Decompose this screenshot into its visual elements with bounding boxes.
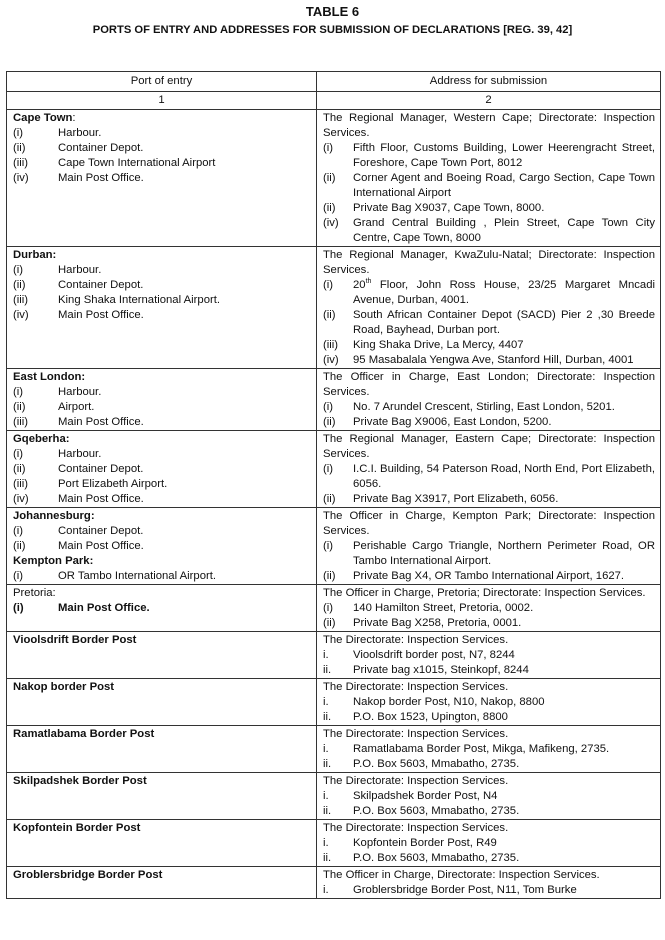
port-name: Pretoria: (13, 587, 56, 599)
port-name: Cape Town (13, 112, 73, 124)
address-item: ii. Private bag x1015, Steinkopf, 8244 (323, 664, 529, 676)
table-row (7, 773, 661, 820)
address-item: ii. P.O. Box 1523, Upington, 8800 (323, 711, 508, 723)
address-item: i. Vioolsdrift border post, N7, 8244 (323, 649, 515, 661)
address-intro: The Officer in Charge, Directorate: Inspection Services. (323, 869, 600, 881)
address-cell (317, 585, 661, 632)
address-item: (ii) Corner Agent and Boeing Road, Cargo Section, Cape Town International Airport (323, 172, 655, 199)
sub-item: (i) Harbour. (13, 448, 102, 460)
port-name: Durban: (13, 249, 57, 261)
address-intro: The Regional Manager, Eastern Cape; Directorate: Inspection Services. (323, 433, 655, 460)
table-row (7, 369, 661, 431)
sub-item: (i) Container Depot. (13, 525, 144, 537)
port-name-suffix: : (72, 112, 76, 124)
port-name: Kopfontein Border Post (13, 822, 141, 834)
port-cell (7, 679, 317, 726)
sub-item: (ii) Container Depot. (13, 279, 144, 291)
address-intro: The Officer in Charge, Kempton Park; Directorate: Inspection Services. (323, 510, 655, 537)
sub-item: (iii) Main Post Office. (13, 416, 144, 428)
table-row (7, 585, 661, 632)
address-cell (317, 247, 661, 369)
address-cell (317, 431, 661, 508)
address-item: (ii) Private Bag X9006, East London, 5200. (323, 416, 552, 428)
port-cell (7, 867, 317, 899)
port-name: Skilpadshek Border Post (13, 775, 147, 787)
port-cell (7, 632, 317, 679)
port-cell (7, 585, 317, 632)
column-header-port: Port of entry (7, 72, 317, 92)
address-cell (317, 820, 661, 867)
port-cell (7, 247, 317, 369)
address-item: (ii) South African Container Depot (SACD) Pier 2 ,30 Breede Road, Bayhead, Durban port. (323, 309, 655, 336)
sub-item: (iii) Port Elizabeth Airport. (13, 478, 168, 490)
address-item: i. Kopfontein Border Post, R49 (323, 837, 497, 849)
table-row (7, 679, 661, 726)
table-row (7, 632, 661, 679)
address-item: i. Nakop border Post, N10, Nakop, 8800 (323, 696, 545, 708)
column-number-address: 2 (317, 92, 661, 110)
table-row (7, 820, 661, 867)
address-item: (i) I.C.I. Building, 54 Paterson Road, North End, Port Elizabeth, 6056. (323, 463, 655, 490)
table-row (7, 867, 661, 899)
column-number-port: 1 (7, 92, 317, 110)
port-name-secondary: Kempton Park: (13, 555, 94, 567)
address-intro: The Officer in Charge, Pretoria; Directorate: Inspection Services. (323, 587, 646, 599)
address-item: (i) No. 7 Arundel Crescent, Stirling, East London, 5201. (323, 401, 615, 413)
sub-item: (iii) Cape Town International Airport (13, 157, 216, 169)
address-item: (ii) Private Bag X4, OR Tambo International Airport, 1627. (323, 570, 625, 582)
address-item: (i) Fifth Floor, Customs Building, Lower Heerengracht Street, Foreshore, Cape Town Port, 8012 (323, 142, 655, 169)
address-intro: The Directorate: Inspection Services. (323, 822, 509, 834)
port-name: Ramatlabama Border Post (13, 728, 155, 740)
port-cell (7, 431, 317, 508)
sub-item: (i) OR Tambo International Airport. (13, 570, 217, 582)
address-cell (317, 632, 661, 679)
sub-item: (ii) Container Depot. (13, 463, 144, 475)
table-row (7, 110, 661, 247)
address-item: ii. P.O. Box 5603, Mmabatho, 2735. (323, 852, 520, 864)
address-intro: The Directorate: Inspection Services. (323, 728, 509, 740)
address-cell (317, 726, 661, 773)
port-cell (7, 773, 317, 820)
table-row (7, 726, 661, 773)
address-item: (ii) Private Bag X258, Pretoria, 0001. (323, 617, 522, 629)
address-item: (ii) Private Bag X9037, Cape Town, 8000. (323, 202, 545, 214)
sub-item: (iv) Main Post Office. (13, 309, 144, 321)
port-cell (7, 369, 317, 431)
column-header-address: Address for submission (317, 72, 661, 92)
sub-item: (ii) Airport. (13, 401, 95, 413)
address-item: ii. P.O. Box 5603, Mmabatho, 2735. (323, 805, 520, 817)
sub-item: (ii) Main Post Office. (13, 540, 144, 552)
address-cell (317, 773, 661, 820)
sub-item: (iv) Main Post Office. (13, 172, 144, 184)
header-row (7, 72, 661, 92)
table-row (7, 431, 661, 508)
port-name: Vioolsdrift Border Post (13, 634, 137, 646)
address-cell (317, 867, 661, 899)
port-cell (7, 726, 317, 773)
sub-item: (i) Harbour. (13, 264, 102, 276)
port-cell (7, 110, 317, 247)
port-name: Johannesburg: (13, 510, 95, 522)
address-intro: The Regional Manager, KwaZulu-Natal; Directorate: Inspection Services. (323, 249, 655, 276)
port-name: East London: (13, 371, 86, 383)
address-item: i. Ramatlabama Border Post, Mikga, Mafikeng, 2735. (323, 743, 610, 755)
address-item: (i) 20th Floor, John Ross House, 23/25 Margaret Mncadi Avenue, Durban, 4001. (323, 278, 655, 306)
port-name: Nakop border Post (13, 681, 115, 693)
sub-item: (iii) King Shaka International Airport. (13, 294, 221, 306)
port-cell (7, 820, 317, 867)
address-intro: The Directorate: Inspection Services. (323, 775, 509, 787)
address-cell (317, 679, 661, 726)
port-cell (7, 508, 317, 585)
address-intro: The Officer in Charge, East London; Directorate: Inspection Services. (323, 371, 655, 398)
ports-table (6, 71, 661, 899)
sub-item: (ii) Container Depot. (13, 142, 144, 154)
address-item: (iv) 95 Masabalala Yengwa Ave, Stanford Hill, Durban, 4001 (323, 354, 634, 366)
port-name: Gqeberha: (13, 433, 70, 445)
column-number-row (7, 92, 661, 110)
address-item: (i) 140 Hamilton Street, Pretoria, 0002. (323, 602, 534, 614)
address-item: i. Skilpadshek Border Post, N4 (323, 790, 498, 802)
address-item: (i) Perishable Cargo Triangle, Northern Perimeter Road, OR Tambo International Airport. (323, 540, 655, 567)
address-item: (iv) Grand Central Building , Plein Street, Cape Town City Centre, Cape Town, 8000 (323, 217, 655, 244)
sub-item: (i) Main Post Office. (13, 602, 150, 614)
address-intro: The Directorate: Inspection Services. (323, 681, 509, 693)
address-intro: The Regional Manager, Western Cape; Directorate: Inspection Services. (323, 112, 655, 139)
sub-item: (i) Harbour. (13, 386, 102, 398)
address-cell (317, 369, 661, 431)
address-cell (317, 508, 661, 585)
table-title: TABLE 6 (305, 4, 360, 19)
table-subtitle: PORTS OF ENTRY AND ADDRESSES FOR SUBMISSION OF DECLARATIONS [REG. 39, 42] (92, 24, 573, 36)
sub-item: (i) Harbour. (13, 127, 102, 139)
address-item: (ii) Private Bag X3917, Port Elizabeth, 6056. (323, 493, 559, 505)
address-item: ii. P.O. Box 5603, Mmabatho, 2735. (323, 758, 520, 770)
table-row (7, 247, 661, 369)
address-item: (iii) King Shaka Drive, La Mercy, 4407 (323, 339, 524, 351)
sub-item: (iv) Main Post Office. (13, 493, 144, 505)
address-item: i. Groblersbridge Border Post, N11, Tom Burke (323, 884, 577, 896)
table-row (7, 508, 661, 585)
address-intro: The Directorate: Inspection Services. (323, 634, 509, 646)
address-cell (317, 110, 661, 247)
port-name: Groblersbridge Border Post (13, 869, 163, 881)
